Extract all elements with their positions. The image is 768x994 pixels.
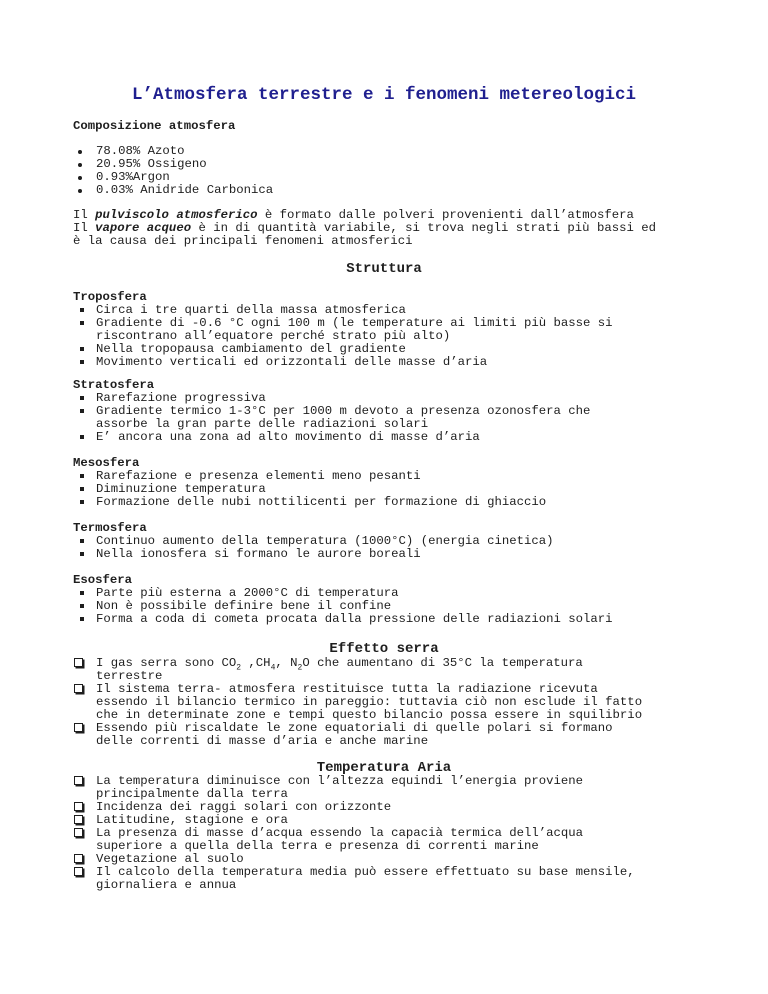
serra-list — [96, 657, 642, 748]
list-item: Essendo più riscaldate le zone equatoriali di quelle polari si formano delle correnti di masse d’aria e anche marine — [96, 722, 642, 748]
termosfera-heading: Termosfera — [73, 521, 147, 535]
list-item: Parte più esterna a 2000°C di temperatura — [96, 587, 613, 600]
bullet-icon — [80, 321, 84, 325]
checkbox-bullet-icon — [74, 815, 83, 824]
list-item: E’ ancora una zona ad alto movimento di masse d’aria — [96, 431, 590, 444]
bullet-icon — [80, 500, 84, 504]
bullet-icon — [78, 189, 82, 193]
list-item: Gradiente di -0.6 °C ogni 100 m (le temperature ai limiti più basse si riscontrano all’equatore perché strato più alto) — [96, 317, 613, 343]
list-item: Non è possibile definire bene il confine — [96, 600, 613, 613]
troposfera-heading: Troposfera — [73, 290, 147, 304]
checkbox-bullet-icon — [74, 723, 83, 732]
list-item: Rarefazione progressiva — [96, 392, 590, 405]
bullet-icon — [80, 539, 84, 543]
list-item: Il sistema terra- atmosfera restituisce tutta la radiazione ricevuta essendo il bilancio termico in pareggio: tuttavia ciò non esclude il fatto che in determinate zone e tempi questo bilancio possa essere in squilibrio — [96, 683, 642, 722]
pulviscolo-term: pulviscolo atmosferico — [95, 208, 258, 222]
checkbox-bullet-icon — [74, 854, 83, 863]
list-item: 0.03% Anidride Carbonica — [96, 184, 273, 197]
list-item: Gradiente termico 1-3°C per 1000 m devoto a presenza ozonosfera che assorbe la gran parte delle radiazioni solari — [96, 405, 590, 431]
list-item: La temperatura diminuisce con l’altezza equindi l’energia proviene principalmente dalla terra — [96, 775, 635, 801]
list-item: Forma a coda di cometa procata dalla pressione delle radiazioni solari — [96, 613, 613, 626]
composizione-heading: Composizione atmosfera — [73, 119, 236, 133]
checkbox-bullet-icon — [74, 658, 83, 667]
temperatura-heading: Temperatura Aria — [316, 760, 452, 776]
list-item: Formazione delle nubi nottilicenti per formazione di ghiaccio — [96, 496, 546, 509]
checkbox-bullet-icon — [74, 828, 83, 837]
list-item: 0.93%Argon — [96, 171, 273, 184]
pulviscolo-paragraph: Il pulviscolo atmosferico è formato dalle polveri provenienti dall’atmosfera — [73, 208, 634, 222]
list-item: La presenza di masse d’acqua essendo la capacià termica dell’acqua superiore a quella della terra e presenza di correnti marine — [96, 827, 635, 853]
serra-heading: Effetto serra — [329, 641, 439, 657]
bullet-icon — [78, 163, 82, 167]
mesosfera-list — [96, 470, 546, 509]
bullet-icon — [80, 435, 84, 439]
esosfera-heading: Esosfera — [73, 573, 133, 587]
mesosfera-heading: Mesosfera — [73, 456, 140, 470]
vapore-paragraph: Il vapore acqueo è in di quantità variabile, si trova negli strati più bassi ed è la causa dei principali fenomeni atmosferici — [73, 221, 656, 248]
bullet-icon — [80, 360, 84, 364]
bullet-icon — [80, 604, 84, 608]
list-item: Vegetazione al suolo — [96, 853, 635, 866]
list-item: Movimento verticali ed orizzontali delle masse d’aria — [96, 356, 613, 369]
termosfera-list — [96, 535, 554, 561]
list-item: Incidenza dei raggi solari con orizzonte — [96, 801, 635, 814]
checkbox-bullet-icon — [74, 867, 83, 876]
checkbox-bullet-icon — [74, 802, 83, 811]
list-item: Diminuzione temperatura — [96, 483, 546, 496]
bullet-icon — [80, 617, 84, 621]
bullet-icon — [80, 396, 84, 400]
list-item: I gas serra sono $CO_2$ $,CH_4$, $N_2O$ che aumentano di 35°C la temperatura terrestre — [96, 657, 642, 683]
temperatura-list — [96, 775, 635, 892]
list-item: Circa i tre quarti della massa atmosferica — [96, 304, 613, 317]
bullet-icon — [80, 347, 84, 351]
bullet-icon — [80, 552, 84, 556]
list-item: Continuo aumento della temperatura (1000°C) (energia cinetica) — [96, 535, 554, 548]
bullet-icon — [78, 176, 82, 180]
bullet-icon — [78, 150, 82, 154]
page-title: L’Atmosfera terrestre e i fenomeni metereologici — [131, 85, 637, 105]
list-item: Nella tropopausa cambiamento del gradiente — [96, 343, 613, 356]
list-item: Il calcolo della temperatura media può essere effettuato su base mensile, giornaliera e annua — [96, 866, 635, 892]
vapore-term: vapore acqueo — [95, 221, 192, 235]
composizione-list — [96, 145, 273, 197]
stratosfera-list — [96, 392, 590, 444]
list-item: Rarefazione e presenza elementi meno pesanti — [96, 470, 546, 483]
list-item: Nella ionosfera si formano le aurore boreali — [96, 548, 554, 561]
bullet-icon — [80, 308, 84, 312]
troposfera-list — [96, 304, 613, 369]
bullet-icon — [80, 474, 84, 478]
list-item: 20.95% Ossigeno — [96, 158, 273, 171]
esosfera-list — [96, 587, 613, 626]
list-item: 78.08% Azoto — [96, 145, 273, 158]
stratosfera-heading: Stratosfera — [73, 378, 155, 392]
bullet-icon — [80, 591, 84, 595]
checkbox-bullet-icon — [74, 684, 83, 693]
list-item: Latitudine, stagione e ora — [96, 814, 635, 827]
checkbox-bullet-icon — [74, 776, 83, 785]
bullet-icon — [80, 487, 84, 491]
bullet-icon — [80, 409, 84, 413]
struttura-heading: Struttura — [346, 261, 422, 277]
